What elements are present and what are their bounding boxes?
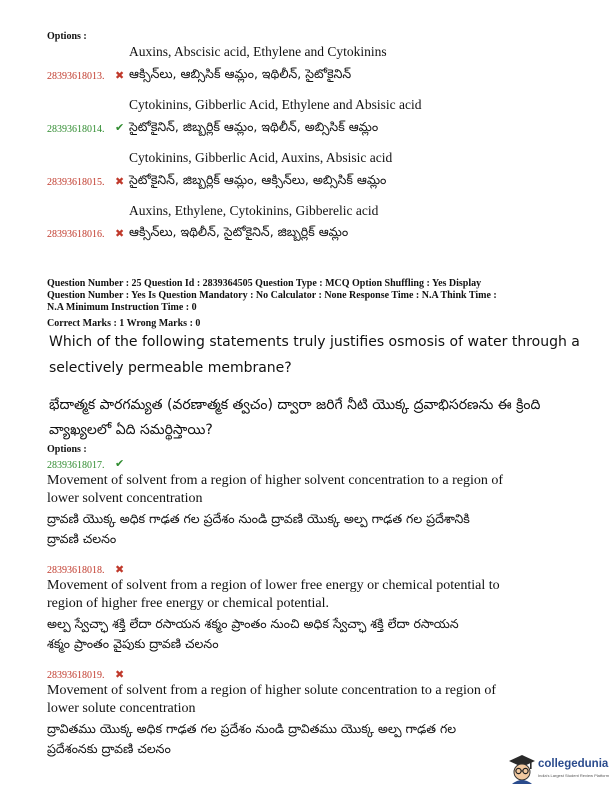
question-en-line2: selectively permeable membrane? — [49, 360, 292, 376]
logo-name: collegedunia — [538, 758, 609, 770]
options-label: Options : — [47, 31, 87, 42]
option-te-line1: ద్రావితము యొక్క అధిక గాఢత గల ప్రదేశం నుండి ద్రావితము యొక్క అల్ప గాఢత గల — [47, 721, 457, 736]
option-id: 28393618013. — [47, 71, 105, 82]
question-meta-line3: N.A Minimum Instruction Time : 0 — [47, 302, 197, 313]
wrong-mark-icon: ✖ — [115, 227, 125, 240]
option-te: సైటోకైనిన్, జిబ్బర్లిక్ ఆమ్లం, ఆక్సిన్‌లు, అబ్సిసిక్ ఆమ్లం — [129, 172, 387, 187]
option-te-line1: ద్రావణి యొక్క అధిక గాఢత గల ప్రదేశం నుండి ద్రావణి యొక్క అల్ప గాఢత గల ప్రదేశానికి — [47, 511, 470, 526]
question-meta-line2: Question Number : Yes Is Question Mandatory : No Calculator : None Response Time : N.A Think Time : — [47, 290, 497, 301]
wrong-mark-icon: ✖ — [115, 175, 125, 188]
question-te-line1: భేదాత్మక పారగమ్యత (వరణాత్మక త్వచం) ద్వారా జరిగే నీటి యొక్క ద్రవాభిసరణను ఈ క్రింది — [49, 397, 541, 413]
option-te-line2: శక్మం ప్రాంతం వైపుకు ద్రావణి చలనం — [47, 636, 219, 651]
option-te: ఆక్సిన్‌లు, ఇథిలీన్, సైటోకైనిన్, జిబ్బర్లిక్ ఆమ్లం — [129, 224, 349, 239]
option-en: Cytokinins, Gibberlic Acid, Auxins, Absisic acid — [129, 150, 393, 165]
correct-check-icon: ✔ — [115, 121, 125, 134]
option-te: ఆక్సిన్‌లు, ఆబ్సిసిక్ ఆమ్లం, ఇథిలీన్, సైటోకైనిన్ — [129, 66, 352, 81]
option-te-line2: ప్రదేశంనకు ద్రావణి చలనం — [47, 741, 171, 756]
option-en-line2: lower solute concentration — [47, 701, 196, 716]
option-en: Auxins, Ethylene, Cytokinins, Gibberelic acid — [129, 203, 379, 218]
option-id: 28393618019. — [47, 670, 105, 681]
correct-check-icon: ✔ — [115, 457, 125, 470]
option-id: 28393618014. — [47, 124, 105, 135]
collegedunia-logo — [508, 754, 608, 788]
option-id: 28393618016. — [47, 229, 105, 240]
question-te-line2: వ్యాఖ్యలలో ఏది సమర్థిస్తాయి? — [49, 422, 213, 438]
option-en: Cytokinins, Gibberlic Acid, Ethylene and Absisic acid — [129, 97, 422, 112]
option-te-line2: ద్రావణి చలనం — [47, 531, 117, 546]
logo-tagline: India's Largest Student Review Platform — [538, 773, 610, 778]
option-te: సైటోకైనిన్, జిబ్బర్లిక్ ఆమ్లం, ఇథిలీన్, అబ్సిసిక్ ఆమ్లం — [129, 119, 379, 134]
option-id: 28393618015. — [47, 177, 105, 188]
options-label: Options : — [47, 444, 87, 455]
wrong-mark-icon: ✖ — [115, 668, 125, 681]
marks-info: Correct Marks : 1 Wrong Marks : 0 — [47, 318, 201, 329]
option-en-line1: Movement of solvent from a region of higher solvent concentration to a region of — [47, 473, 504, 488]
graduate-avatar-icon — [508, 754, 536, 784]
wrong-mark-icon: ✖ — [115, 563, 125, 576]
option-en-line2: region of higher free energy or chemical potential. — [47, 596, 329, 611]
option-en: Auxins, Abscisic acid, Ethylene and Cytokinins — [129, 44, 387, 59]
option-id: 28393618017. — [47, 460, 105, 471]
option-en-line1: Movement of solvent from a region of higher solute concentration to a region of — [47, 683, 497, 698]
option-en-line1: Movement of solvent from a region of lower free energy or chemical potential to — [47, 578, 500, 593]
question-en-line1: Which of the following statements truly justifies osmosis of water through a — [49, 334, 580, 350]
wrong-mark-icon: ✖ — [115, 69, 125, 82]
option-id: 28393618018. — [47, 565, 105, 576]
option-te-line1: అల్ప స్వేచ్ఛా శక్తి లేదా రసాయన శక్మం ప్రాంతం నుంచి అధిక స్వేచ్ఛా శక్తి లేదా రసాయన — [47, 616, 459, 631]
question-meta-line1: Question Number : 25 Question Id : 2839364505 Question Type : MCQ Option Shuffling : Yes Display — [47, 278, 482, 289]
option-en-line2: lower solvent concentration — [47, 491, 203, 506]
